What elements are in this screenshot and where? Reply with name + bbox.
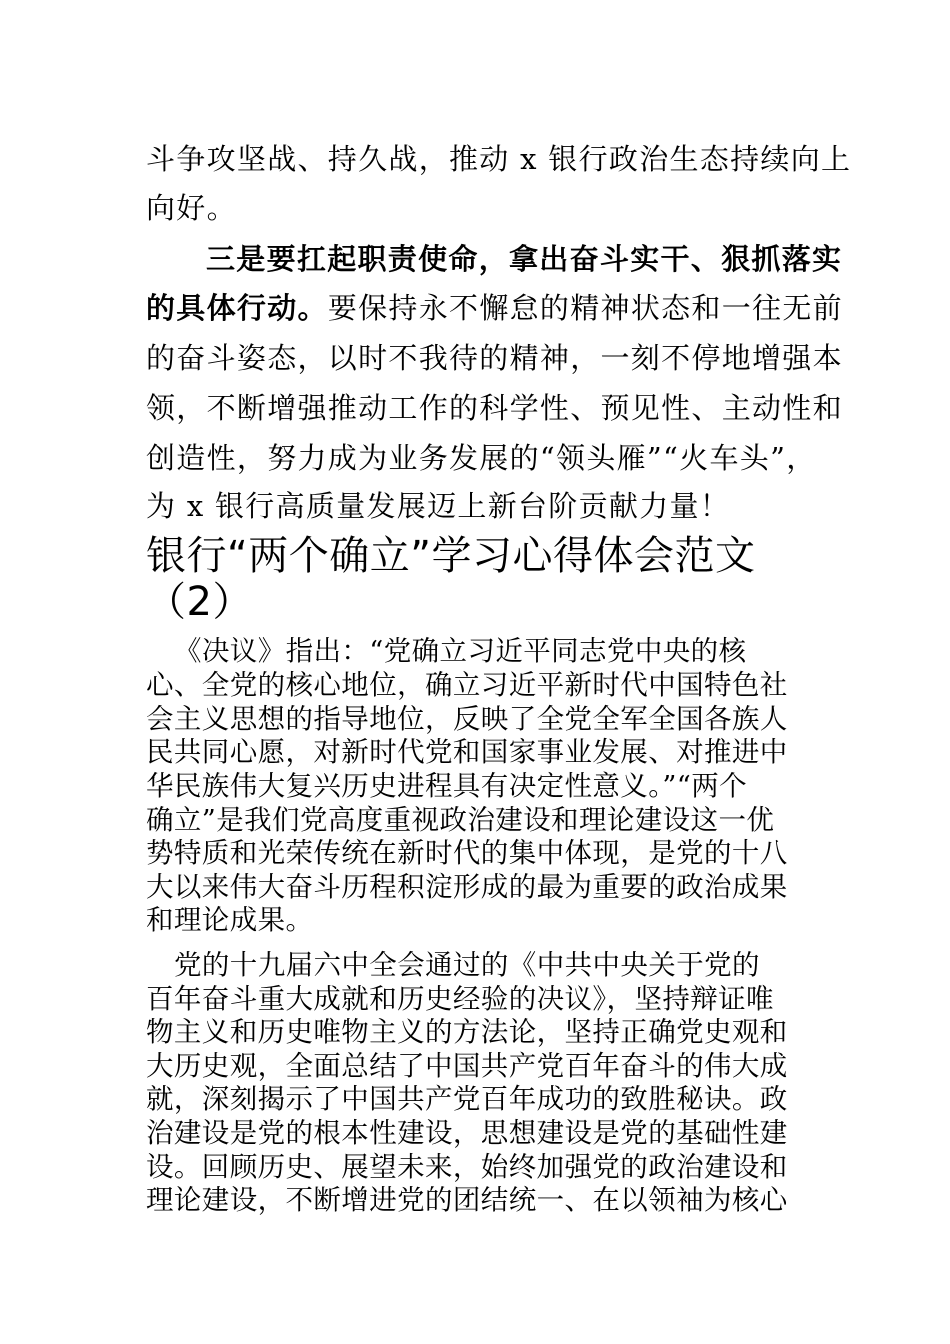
paragraph-line: 华民族伟大复兴历史进程具有决定性意义。”“两个 — [146, 770, 748, 802]
paragraph-line: 的奋斗姿态，以时不我待的精神，一刻不停地增强本 — [146, 341, 843, 375]
paragraph-line: 《决议》指出：“党确立习近平同志党中央的核 — [174, 635, 747, 667]
paragraph-line: 势特质和光荣传统在新时代的集中体现，是党的十八 — [146, 837, 788, 869]
paragraph-line: 民共同心愿，对新时代党和国家事业发展、对推进中 — [146, 736, 788, 768]
paragraph-text: 要保持永不懈怠的精神状态和一往无前 — [327, 291, 843, 325]
bold-lead-text: 的具体行动。 — [146, 291, 328, 325]
paragraph-line: 治建设是党的根本性建设，思想建设是党的基础性建 — [146, 1117, 788, 1149]
paragraph-line: 就，深刻揭示了中国共产党百年成功的致胜秘诀。政 — [146, 1083, 788, 1115]
paragraph-line — [146, 286, 843, 327]
paragraph-line: 设。回顾历史、展望未来，始终加强党的政治建设和 — [146, 1151, 788, 1183]
paragraph-line: 百年奋斗重大成就和历史经验的决议》，坚持辩证唯 — [146, 983, 774, 1015]
section-heading-number: （2） — [146, 579, 253, 625]
paragraph-line: 领，不断增强推动工作的科学性、预见性、主动性和 — [146, 391, 843, 425]
paragraph-line: 和理论成果。 — [146, 904, 314, 936]
paragraph-line: 心、全党的核心地位，确立习近平新时代中国特色社 — [146, 669, 788, 701]
paragraph-line: 物主义和历史唯物主义的方法论，坚持正确党史观和 — [146, 1016, 788, 1048]
paragraph-line: 党的十九届六中全会通过的《中共中央关于党的 — [174, 949, 760, 981]
paragraph-line: 大以来伟大奋斗历程积淀形成的最为重要的政治成果 — [146, 871, 788, 903]
paragraph-line: 确立”是我们党高度重视政治建设和理论建设这一优 — [146, 804, 775, 836]
paragraph-line: 斗争攻坚战、持久战，推动 x 银行政治生态持续向上 — [146, 142, 852, 176]
paragraph-line: 为 x 银行高质量发展迈上新台阶贡献力量！ — [146, 489, 731, 523]
paragraph-line: 创造性，努力成为业务发展的“领头雁”“火车头”， — [146, 441, 817, 475]
section-heading: 银行“两个确立”学习心得体会范文 — [146, 533, 756, 579]
paragraph-line: 会主义思想的指导地位，反映了全党全军全国各族人 — [146, 703, 788, 735]
paragraph-line: 大历史观，全面总结了中国共产党百年奋斗的伟大成 — [146, 1050, 788, 1082]
bold-lead-line: 三是要扛起职责使命，拿出奋斗实干、狠抓落实 — [206, 242, 843, 276]
paragraph-line: 理论建设，不断增进党的团结统一、在以领袖为核心 — [146, 1184, 788, 1216]
paragraph-line: 向好。 — [146, 191, 237, 225]
